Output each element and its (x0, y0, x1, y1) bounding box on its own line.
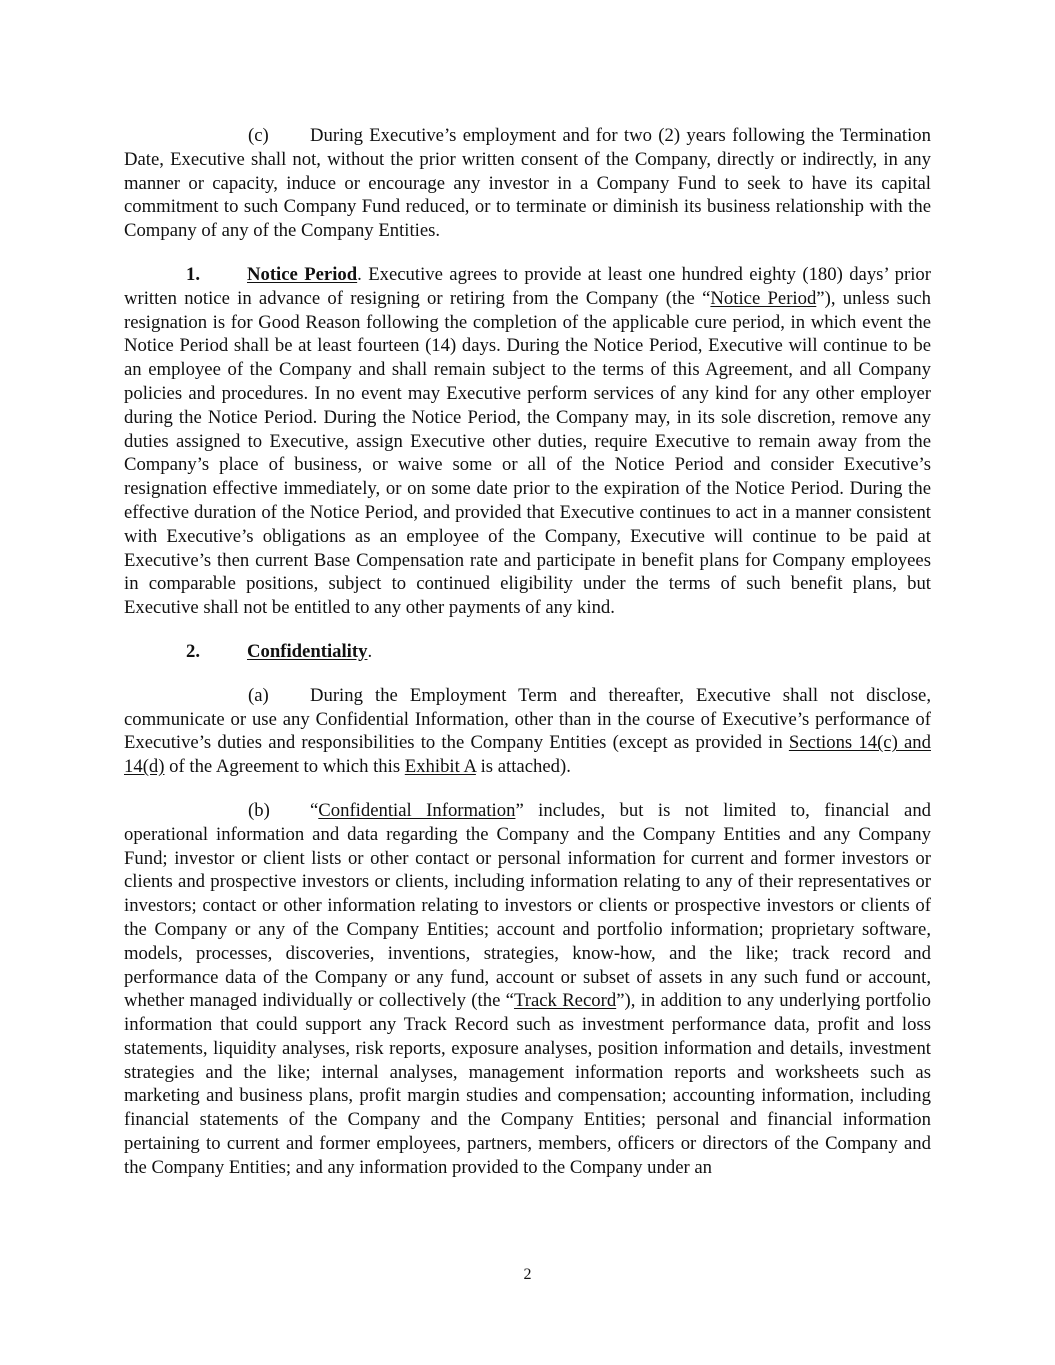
section-2-period: . (367, 640, 373, 662)
section-1-heading: Notice Period (247, 263, 358, 285)
paragraph-c-label: (c) (248, 125, 269, 146)
section-2-number: 2. (186, 640, 201, 662)
track-record-term: Track Record (513, 990, 617, 1012)
paragraph-c (124, 124, 931, 243)
section-1-text-b: ”), unless such resignation is for Good Reason following the completion of the applicable cure period, in which event the Notice Period shall be at least fourteen (14) days. During the Notice Period, Executive will continue to be an employee of the Company and shall remain subject to the terms of this Agreement, and all Company policies and procedures. In no event may Executive perform services of any kind for any other employer during the Notice Period. During the Notice Period, the Company may, in its sole discretion, remove any duties assigned to Executive, assign Executive other duties, require Executive to remain away from the Company’s place of business, or waive some or all of the Notice Period and consider Executive’s resignation effective immediately, or on some date prior to the expiration of the Notice Period. During the effective duration of the Notice Period, and provided that Executive continues to act in a manner consistent with Executive’s obligations as an employee of the Company, Executive will continue to be paid at Executive’s then current Base Compensation rate and participate in benefit plans for Company employees in comparable positions, subject to continued eligibility under the terms of such benefit plans, but Executive shall not be entitled to any other payments of any kind. (124, 287, 931, 619)
paragraph-2a-text-a: During the Employment Term and thereafter, Executive shall not disclose, communicate or use any Confidential Information, other than in the course of Executive’s performance of Executive’s duties and responsibilities to the Company Entities (except as provided in (124, 684, 931, 754)
paragraph-2a (124, 684, 931, 779)
confidential-information-term: Confidential Information (318, 799, 516, 821)
section-2-heading: Confidentiality (247, 640, 368, 662)
page-number: 2 (523, 1266, 532, 1283)
paragraph-2b-text-a: “ (310, 799, 319, 821)
paragraph-2b (124, 799, 931, 1180)
exhibit-reference: Exhibit A (404, 756, 476, 778)
page-body (124, 124, 931, 1200)
paragraph-2b-text-c: ”), in addition to any underlying portfolio information that could support any Track Record such as investment performance data, profit and loss statements, liquidity analyses, risk reports, exposure analyses, position information and details, investment strategies and the like; internal analyses, management information reports and worksheets such as marketing and business plans, profit margin studies and compensation; accounting information, including financial statements of the Company and the Company Entities; personal and financial information pertaining to current and former employees, partners, members, officers or directors of the Company and the Company Entities; and any information provided to the Company under an (124, 990, 931, 1178)
section-notice-period (124, 263, 931, 620)
paragraph-2a-text-c: is attached). (475, 756, 571, 778)
paragraph-2b-label: (b) (248, 799, 270, 821)
section-1-defined-term: Notice Period (710, 287, 817, 309)
paragraph-2b-text-b: ” includes, but is not limited to, financial and operational information and data regarding the Company and the Company Entities and any Company Fund; investor or client lists or other contact or personal information for current and former investors or clients and prospective investors or clients, including information relating to any of their representatives or investors; contact or other information relating to investors or clients or prospective investors or clients of the Company or any of the Company Entities; account and portfolio information; proprietary software, models, processes, discoveries, inventions, strategies, know-how, and the like; track record and performance data of the Company or any fund, account or subset of assets in any such fund or account, whether managed individually or collectively (the “ (124, 799, 932, 1012)
paragraph-2a-label: (a) (248, 684, 269, 706)
section-1-text-a: . Executive agrees to provide at least one hundred eighty (180) days’ prior written notice in advance of resigning or retiring from the Company (the “ (124, 263, 931, 309)
section-1-number: 1. (186, 263, 201, 285)
section-confidentiality-heading (124, 640, 931, 664)
paragraph-2a-text-b: of the Agreement to which this (164, 756, 405, 778)
sections-reference: Sections 14(c) and 14(d) (124, 732, 931, 778)
paragraph-c-text: During Executive’s employment and for two (2) years following the Termination Date, Executive shall not, without the prior written consent of the Company, directly or indirectly, in any manner or capacity, induce or encourage any investor in a Company Fund to seek to have its capital commitment to such Company Fund reduced, or to terminate or diminish its business relationship with the Company of any of the Company Entities. (124, 125, 931, 242)
